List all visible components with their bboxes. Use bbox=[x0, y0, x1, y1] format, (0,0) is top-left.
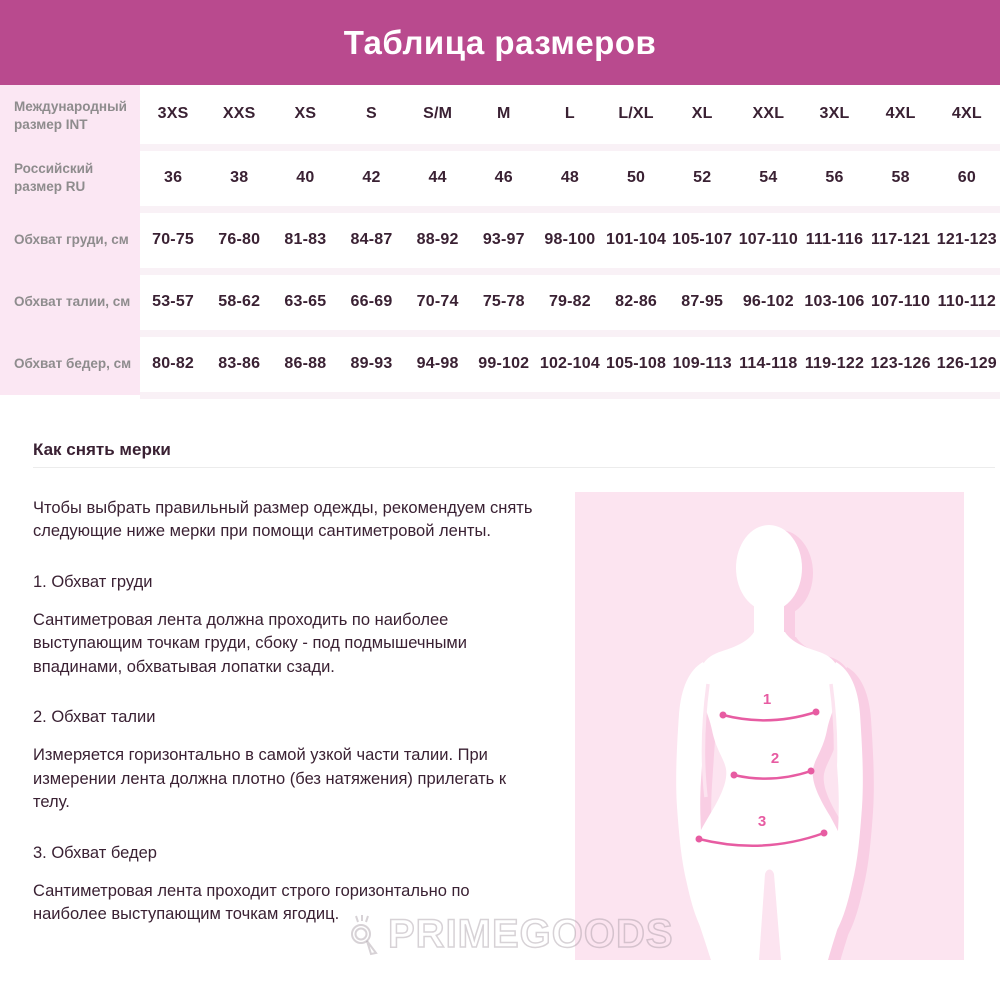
size-cell: 76-80 bbox=[206, 209, 272, 271]
size-cell: 53-57 bbox=[140, 271, 206, 333]
size-cell: 58-62 bbox=[206, 271, 272, 333]
size-cell: 44 bbox=[405, 147, 471, 209]
size-cell: 4XL bbox=[868, 85, 934, 147]
size-cell: 66-69 bbox=[338, 271, 404, 333]
measure-guide-text bbox=[33, 497, 538, 954]
size-cell: 84-87 bbox=[338, 209, 404, 271]
size-cell: 70-75 bbox=[140, 209, 206, 271]
size-cell: 103-106 bbox=[801, 271, 867, 333]
step-text: Сантиметровая лента должна проходить по наиболее выступающим точкам груди, сбоку - под подмышечными впадинами, обхватывая лопатки сзади. bbox=[33, 610, 467, 676]
size-cell: 81-83 bbox=[272, 209, 338, 271]
size-cell: 40 bbox=[272, 147, 338, 209]
figure-panel bbox=[575, 492, 964, 960]
size-cell: 46 bbox=[471, 147, 537, 209]
measure-steps bbox=[33, 571, 538, 927]
size-cell: 42 bbox=[338, 147, 404, 209]
size-cell: 87-95 bbox=[669, 271, 735, 333]
size-cell: 56 bbox=[801, 147, 867, 209]
size-cell: 105-107 bbox=[669, 209, 735, 271]
size-cell: 98-100 bbox=[537, 209, 603, 271]
size-cell: 70-74 bbox=[405, 271, 471, 333]
size-cell: 94-98 bbox=[405, 333, 471, 395]
size-table-row bbox=[0, 147, 1000, 209]
size-cell: 101-104 bbox=[603, 209, 669, 271]
size-cell: XXL bbox=[735, 85, 801, 147]
size-cell: S/M bbox=[405, 85, 471, 147]
size-cell: 36 bbox=[140, 147, 206, 209]
row-label: Обхват бедер, см bbox=[0, 333, 140, 395]
row-label: Российский размер RU bbox=[0, 147, 140, 209]
bust-marker: 1 bbox=[762, 691, 772, 708]
size-cell: 54 bbox=[735, 147, 801, 209]
size-table bbox=[0, 85, 1000, 399]
row-label: Обхват груди, см bbox=[0, 209, 140, 271]
row-label: Международный размер INT bbox=[0, 85, 140, 147]
size-cell: XXS bbox=[206, 85, 272, 147]
step-text: Измеряется горизонтально в самой узкой части талии. При измерении лента должна плотно (без натяжения) прилегать к телу. bbox=[33, 746, 507, 812]
size-cell: 89-93 bbox=[338, 333, 404, 395]
size-cell: 99-102 bbox=[471, 333, 537, 395]
measure-guide-heading: Как снять мерки bbox=[33, 440, 171, 459]
divider bbox=[33, 467, 995, 468]
step-title: 3. Обхват бедер bbox=[33, 843, 157, 862]
size-cell: 63-65 bbox=[272, 271, 338, 333]
size-cell: 79-82 bbox=[537, 271, 603, 333]
size-table-row bbox=[0, 209, 1000, 271]
size-table-body bbox=[0, 85, 1000, 395]
size-cell: XL bbox=[669, 85, 735, 147]
size-cell: 58 bbox=[868, 147, 934, 209]
page-title: Таблица размеров bbox=[343, 23, 657, 61]
size-table-row bbox=[0, 333, 1000, 395]
size-cell: 4XL bbox=[934, 85, 1000, 147]
size-cell: 111-116 bbox=[801, 209, 867, 271]
size-cell: 3XS bbox=[140, 85, 206, 147]
waist-marker: 2 bbox=[770, 750, 780, 767]
size-cell: 109-113 bbox=[669, 333, 735, 395]
size-cell: 110-112 bbox=[934, 271, 1000, 333]
size-cell: 107-110 bbox=[868, 271, 934, 333]
size-cell: 48 bbox=[537, 147, 603, 209]
row-label: Обхват талии, см bbox=[0, 271, 140, 333]
size-cell: XS bbox=[272, 85, 338, 147]
size-cell: M bbox=[471, 85, 537, 147]
size-cell: 102-104 bbox=[537, 333, 603, 395]
step-text: Сантиметровая лента проходит строго горизонтально по наиболее выступающим точкам ягодиц. bbox=[33, 881, 470, 924]
guide-intro: Чтобы выбрать правильный размер одежды, рекомендуем снять следующие ниже мерки при помощи сантиметровой ленты. bbox=[33, 499, 533, 541]
size-cell: 114-118 bbox=[735, 333, 801, 395]
size-cell: 96-102 bbox=[735, 271, 801, 333]
size-cell: L/XL bbox=[603, 85, 669, 147]
size-cell: 88-92 bbox=[405, 209, 471, 271]
size-cell: 93-97 bbox=[471, 209, 537, 271]
size-cell: L bbox=[537, 85, 603, 147]
size-cell: 52 bbox=[669, 147, 735, 209]
size-cell: 86-88 bbox=[272, 333, 338, 395]
step-title: 2. Обхват талии bbox=[33, 708, 156, 727]
size-cell: 105-108 bbox=[603, 333, 669, 395]
size-cell: 75-78 bbox=[471, 271, 537, 333]
size-cell: 80-82 bbox=[140, 333, 206, 395]
size-cell: 83-86 bbox=[206, 333, 272, 395]
size-cell: 121-123 bbox=[934, 209, 1000, 271]
size-cell: 82-86 bbox=[603, 271, 669, 333]
step-title: 1. Обхват груди bbox=[33, 572, 153, 591]
size-cell: 38 bbox=[206, 147, 272, 209]
title-bar bbox=[0, 0, 1000, 85]
size-table-row bbox=[0, 271, 1000, 333]
size-table-row bbox=[0, 85, 1000, 147]
size-cell: 3XL bbox=[801, 85, 867, 147]
size-cell: S bbox=[338, 85, 404, 147]
watermark-text: PRIMEGOODS bbox=[388, 912, 674, 956]
size-cell: 60 bbox=[934, 147, 1000, 209]
size-cell: 117-121 bbox=[868, 209, 934, 271]
body-silhouette-figure bbox=[575, 492, 964, 960]
hip-marker: 3 bbox=[757, 813, 767, 830]
size-cell: 123-126 bbox=[868, 333, 934, 395]
size-cell: 119-122 bbox=[801, 333, 867, 395]
size-cell: 126-129 bbox=[934, 333, 1000, 395]
size-cell: 50 bbox=[603, 147, 669, 209]
size-cell: 107-110 bbox=[735, 209, 801, 271]
